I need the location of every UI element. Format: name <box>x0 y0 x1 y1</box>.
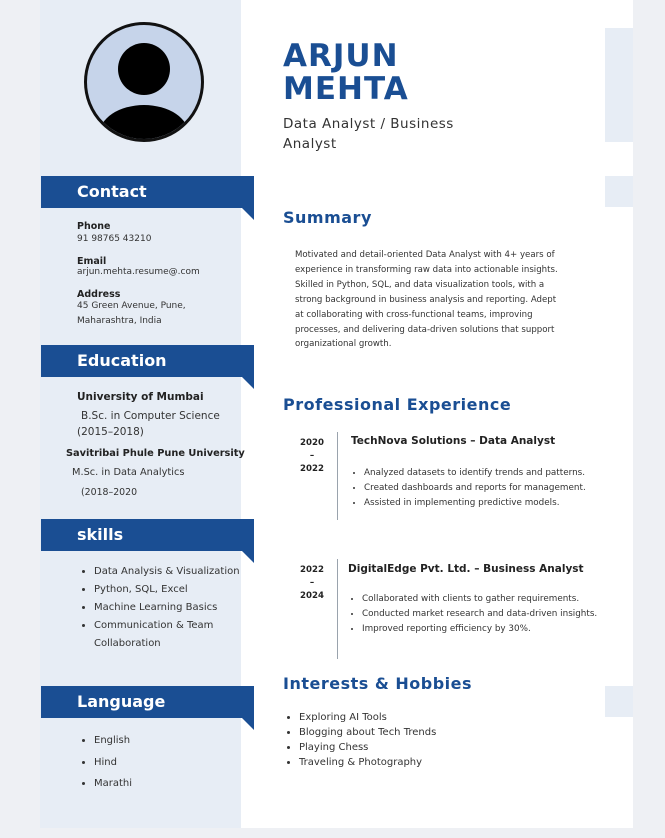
education-heading: Education <box>77 351 167 370</box>
contact-heading-band <box>41 176 254 208</box>
summary-heading: Summary <box>283 208 372 227</box>
job-1-title: TechNova Solutions – Data Analyst <box>351 435 556 447</box>
interests-heading: Interests & Hobbies <box>283 674 473 693</box>
education-years-2: (2018–2020 <box>81 487 138 498</box>
skill-item: • Data Analysis & Visualization <box>94 563 264 581</box>
job-2-title: DigitalEdge Pvt. Ltd. – Business Analyst <box>348 563 584 575</box>
language-item: • English <box>94 730 264 752</box>
decor-strip-3 <box>605 686 633 717</box>
language-heading-band <box>41 686 254 718</box>
interests-list <box>285 710 436 770</box>
job-2-bullets <box>346 592 662 637</box>
skills-heading-band <box>41 519 254 551</box>
contact-heading: Contact <box>77 182 147 201</box>
candidate-name <box>283 40 409 106</box>
skill-item: • Machine Learning Basics <box>94 599 264 617</box>
address-label: Address <box>77 289 121 300</box>
job-role: Data Analyst / Business Analyst <box>283 116 454 152</box>
job-bullet: • Conducted market research and data-driven insights. <box>362 607 662 622</box>
last-name: MEHTA <box>283 71 409 107</box>
job-1-years: 2020 – 2022 <box>300 438 324 474</box>
job-2-years: 2022 – 2024 <box>300 565 324 601</box>
interest-item: • Traveling & Photography <box>299 755 436 770</box>
job-1-divider <box>337 432 338 520</box>
experience-heading: Professional Experience <box>283 395 512 414</box>
skills-heading: skills <box>77 525 124 544</box>
education-degree-2: M.Sc. in Data Analytics <box>72 467 185 478</box>
language-item: • Hind <box>94 752 264 774</box>
email-value: arjun.mehta.resume@.com <box>77 267 200 277</box>
education-degree-1: B.Sc. in Computer Science <box>81 410 220 422</box>
summary-text: Motivated and detail-oriented Data Analyst with 4+ years of experience in transforming raw data into actionable insights. Skilled in Python, SQL, and data visualization tools, with a strong background in business analysis and reporting. Adept at collaborating with cross-functional teams, improving processes, and delivering data-driven solutions that support organizational growth. <box>295 250 558 350</box>
avatar-head <box>118 43 170 95</box>
education-school-1: University of Mumbai <box>77 391 204 403</box>
language-list <box>76 730 264 795</box>
education-years-1: (2015–2018) <box>77 426 144 438</box>
interest-item: • Exploring AI Tools <box>299 710 436 725</box>
job-bullet: • Improved reporting efficiency by 30%. <box>362 622 662 637</box>
education-school-2: Savitribai Phule Pune University <box>66 448 245 459</box>
address-value: 45 Green Avenue, Pune, Maharashtra, India <box>77 301 186 326</box>
job-bullet: • Assisted in implementing predictive models. <box>364 496 644 511</box>
phone-value: 91 98765 43210 <box>77 234 152 244</box>
interest-item: • Playing Chess <box>299 740 436 755</box>
language-item: • Marathi <box>94 773 264 795</box>
language-heading: Language <box>77 692 166 711</box>
first-name: ARJUN <box>283 38 399 74</box>
email-label: Email <box>77 256 107 267</box>
avatar-body <box>99 105 189 142</box>
job-bullet: • Created dashboards and reports for management. <box>364 481 644 496</box>
decor-strip-2 <box>605 176 633 207</box>
interest-item: • Blogging about Tech Trends <box>299 725 436 740</box>
avatar <box>84 22 204 142</box>
phone-label: Phone <box>77 221 111 232</box>
skills-list <box>76 563 264 653</box>
job-2-divider <box>337 559 338 659</box>
skill-item: • Communication & Team Collaboration <box>94 617 224 653</box>
education-heading-band <box>41 345 254 377</box>
job-bullet: • Analyzed datasets to identify trends and patterns. <box>364 466 644 481</box>
job-1-bullets <box>348 466 644 511</box>
skill-item: • Python, SQL, Excel <box>94 581 264 599</box>
job-bullet: • Collaborated with clients to gather requirements. <box>362 592 662 607</box>
decor-strip-1 <box>605 28 633 142</box>
